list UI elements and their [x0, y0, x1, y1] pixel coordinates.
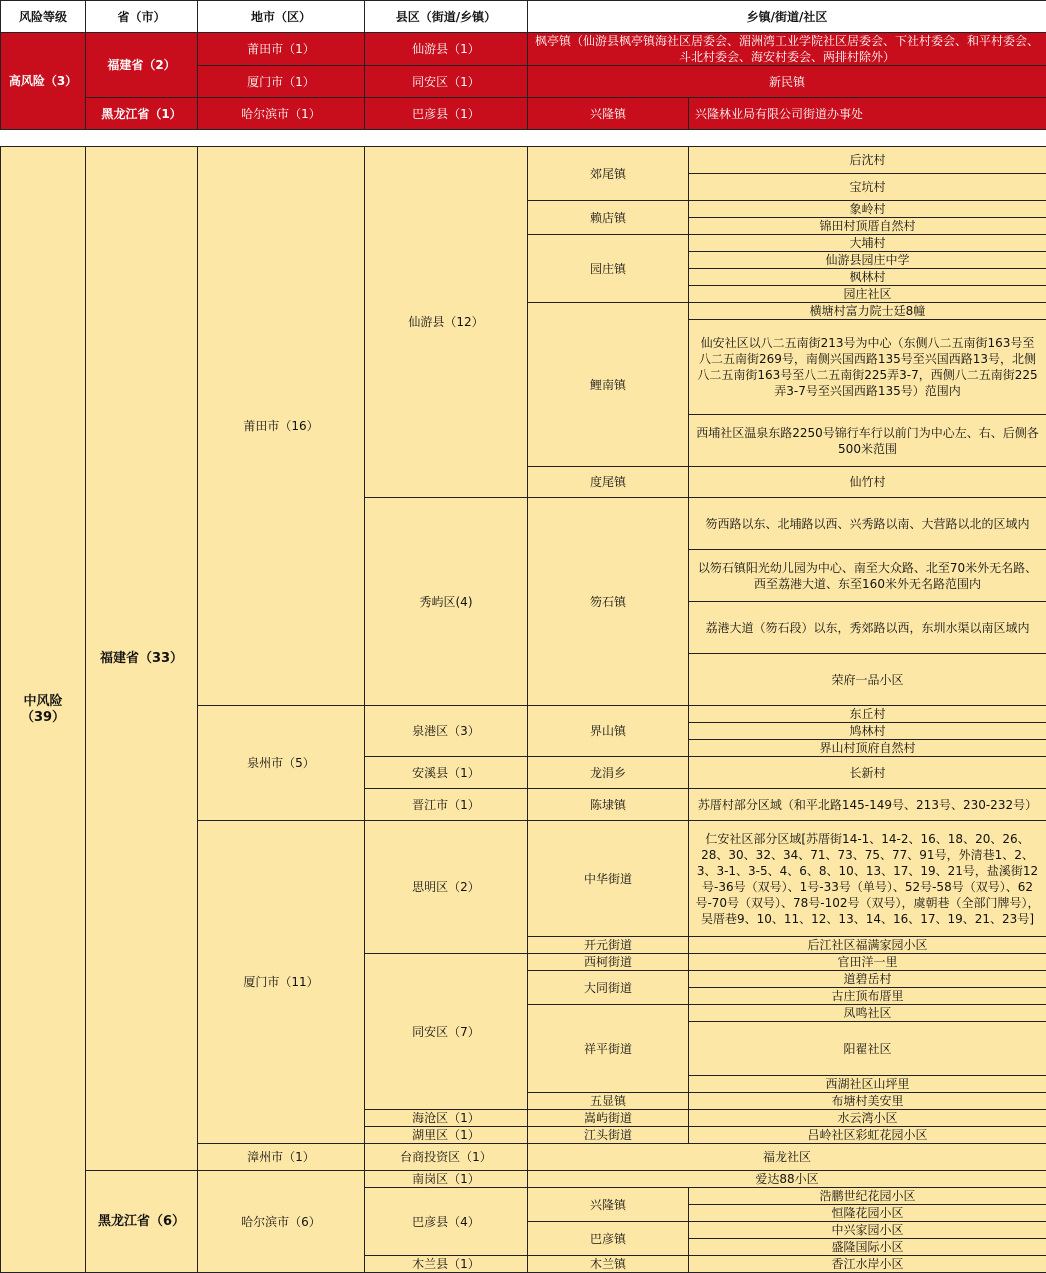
county-cell: 同安区（7）	[365, 954, 528, 1110]
community-cell: 古庄顶布厝里	[689, 988, 1046, 1005]
town-cell: 兴隆镇	[528, 98, 689, 130]
town-cell: 开元街道	[528, 937, 689, 954]
city-cell: 漳州市（1）	[198, 1144, 365, 1171]
county-cell: 台商投资区（1）	[365, 1144, 528, 1171]
community-cell: 以笏石镇阳光幼儿园为中心、南至大众路、北至70米外无名路、西至荔港大道、东至160米外无名路范围内	[689, 550, 1046, 602]
community-cell: 长新村	[689, 757, 1046, 789]
city-cell: 哈尔滨市（6）	[198, 1171, 365, 1273]
header-county: 县区（街道/乡镇）	[365, 1, 528, 33]
community-cell: 西埔社区温泉东路2250号锦行车行以前门为中心左、右、后侧各500米范围	[689, 415, 1046, 467]
county-cell: 安溪县（1）	[365, 757, 528, 789]
community-cell: 浩鹏世纪花园小区	[689, 1188, 1046, 1205]
header-town: 乡镇/街道/社区	[528, 1, 1046, 33]
county-cell: 仙游县（1）	[365, 33, 528, 66]
community-cell: 仙游县园庄中学	[689, 252, 1046, 269]
town-cell: 界山镇	[528, 706, 689, 757]
town-cell: 鲤南镇	[528, 303, 689, 467]
town-cell: 笏石镇	[528, 498, 689, 706]
community-cell: 西湖社区山坪里	[689, 1076, 1046, 1093]
town-cell: 新民镇	[528, 66, 1046, 98]
town-cell: 江头街道	[528, 1127, 689, 1144]
mid-risk-level: 中风险（39）	[1, 147, 86, 1273]
header-row	[1, 1, 1046, 33]
city-cell: 莆田市（1）	[198, 33, 365, 66]
town-cell: 枫亭镇（仙游县枫亭镇海社区居委会、湄洲湾工业学院社区居委会、下社村委会、和平村委会、斗北村委会、海安村委会、两排村除外）	[528, 33, 1046, 66]
town-cell: 福龙社区	[528, 1144, 1046, 1171]
town-cell: 赖店镇	[528, 201, 689, 235]
province-cell: 福建省（33）	[86, 147, 198, 1171]
county-cell: 南岗区（1）	[365, 1171, 528, 1188]
county-cell: 仙游县（12）	[365, 147, 528, 498]
community-cell: 布塘村美安里	[689, 1093, 1046, 1110]
community-cell: 宝坑村	[689, 174, 1046, 201]
community-cell: 大埔村	[689, 235, 1046, 252]
community-cell: 苏厝村部分区域（和平北路145-149号、213号、230-232号）	[689, 789, 1046, 821]
community-cell: 后江社区福满家园小区	[689, 937, 1046, 954]
town-cell: 园庄镇	[528, 235, 689, 303]
county-cell: 湖里区（1）	[365, 1127, 528, 1144]
county-cell: 巴彦县（1）	[365, 98, 528, 130]
community-cell: 锦田村顶厝自然村	[689, 218, 1046, 235]
table-row	[1, 1171, 1046, 1188]
table-row	[1, 98, 1046, 130]
town-cell: 大同街道	[528, 971, 689, 1005]
town-cell: 陈埭镇	[528, 789, 689, 821]
header-level: 风险等级	[1, 1, 86, 33]
community-cell: 枫林村	[689, 269, 1046, 286]
town-cell: 五显镇	[528, 1093, 689, 1110]
county-cell: 晋江市（1）	[365, 789, 528, 821]
city-cell: 哈尔滨市（1）	[198, 98, 365, 130]
community-cell: 荣府一品小区	[689, 654, 1046, 706]
county-cell: 泉港区（3）	[365, 706, 528, 757]
province-cell: 福建省（2）	[86, 33, 198, 98]
county-cell: 木兰县（1）	[365, 1256, 528, 1273]
community-cell: 中兴家园小区	[689, 1222, 1046, 1239]
city-cell: 厦门市（1）	[198, 66, 365, 98]
community-cell: 横塘村富力院士廷8幢	[689, 303, 1046, 320]
community-cell: 香江水岸小区	[689, 1256, 1046, 1273]
community-cell: 凤鸣社区	[689, 1005, 1046, 1022]
community-cell: 后沈村	[689, 147, 1046, 174]
header-province: 省（市）	[86, 1, 198, 33]
community-cell: 吕岭社区彩虹花园小区	[689, 1127, 1046, 1144]
town-cell: 嵩屿街道	[528, 1110, 689, 1127]
town-cell: 巴彦镇	[528, 1222, 689, 1256]
community-cell: 仙竹村	[689, 467, 1046, 498]
county-cell: 巴彦县（4）	[365, 1188, 528, 1256]
table-row	[1, 33, 1046, 66]
high-risk-level: 高风险（3）	[1, 33, 86, 130]
city-cell: 莆田市（16）	[198, 147, 365, 706]
community-cell: 园庄社区	[689, 286, 1046, 303]
town-cell: 中华街道	[528, 821, 689, 937]
community-cell: 道碧岳村	[689, 971, 1046, 988]
town-cell: 兴隆镇	[528, 1188, 689, 1222]
community-cell: 鸠林村	[689, 723, 1046, 740]
city-cell: 厦门市（11）	[198, 821, 365, 1144]
community-cell: 水云湾小区	[689, 1110, 1046, 1127]
community-cell: 东丘村	[689, 706, 1046, 723]
town-cell: 爱达88小区	[528, 1171, 1046, 1188]
community-cell: 荔港大道（笏石段）以东，秀郊路以西，东圳水渠以南区域内	[689, 602, 1046, 654]
town-cell: 木兰镇	[528, 1256, 689, 1273]
community-cell: 仁安社区部分区域[苏厝街14-1、14-2、16、18、20、26、28、30、32、34、71、73、75、77、91号，外清巷1、2、3、3-1、3-5、4、6、8、10、13、17、19、21号，盐溪街12号-36号（双号）、1号-33号（单号）、52号-58号（双号）、62号-70号（双号）、78号-102号（双号），虞朝巷（全部门牌号），吴厝巷9、10、11、12、13、14、16、17、19、21、23号]	[689, 821, 1046, 937]
community-cell: 恒隆花园小区	[689, 1205, 1046, 1222]
town-cell: 郊尾镇	[528, 147, 689, 201]
header-city: 地市（区）	[198, 1, 365, 33]
community-cell: 象岭村	[689, 201, 1046, 218]
spacer-row	[1, 130, 1046, 147]
province-cell: 黑龙江省（6）	[86, 1171, 198, 1273]
community-cell: 阳翟社区	[689, 1022, 1046, 1076]
city-cell: 泉州市（5）	[198, 706, 365, 821]
town-cell: 西柯街道	[528, 954, 689, 971]
county-cell: 思明区（2）	[365, 821, 528, 954]
town-cell: 祥平街道	[528, 1005, 689, 1093]
province-cell: 黑龙江省（1）	[86, 98, 198, 130]
county-cell: 海沧区（1）	[365, 1110, 528, 1127]
community-cell: 官田洋一里	[689, 954, 1046, 971]
town-cell: 龙涓乡	[528, 757, 689, 789]
county-cell: 秀屿区(4)	[365, 498, 528, 706]
community-cell: 兴隆林业局有限公司街道办事处	[689, 98, 1046, 130]
community-cell: 笏西路以东、北埔路以西、兴秀路以南、大营路以北的区域内	[689, 498, 1046, 550]
community-cell: 盛隆国际小区	[689, 1239, 1046, 1256]
town-cell: 度尾镇	[528, 467, 689, 498]
community-cell: 界山村顶府自然村	[689, 740, 1046, 757]
community-cell: 仙安社区以八二五南街213号为中心（东侧八二五南街163号至八二五南街269号，南侧兴国西路135号至兴国西路13号，北侧八二五南街163号至八二五南街225弄3-7，西侧八二五南街225弄3-7号至兴国西路135号）范围内	[689, 320, 1046, 415]
table-row	[1, 147, 1046, 174]
county-cell: 同安区（1）	[365, 66, 528, 98]
